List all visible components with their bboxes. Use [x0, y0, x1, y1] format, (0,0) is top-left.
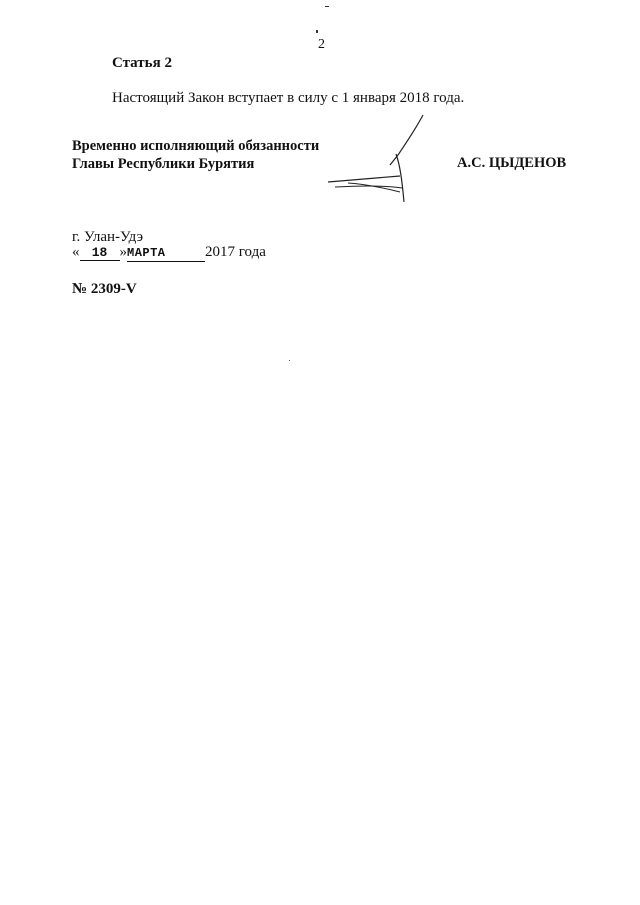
signatory-name: А.С. ЦЫДЕНОВ: [457, 155, 567, 171]
date-month: МАРТА: [127, 246, 205, 262]
scan-speck: [325, 6, 329, 7]
article-heading: Статья 2: [112, 55, 172, 71]
article-body: Настоящий Закон вступает в силу с 1 января 2018 года.: [112, 90, 465, 106]
date-year: 2017 года: [205, 244, 266, 260]
signatory-title: [72, 137, 319, 173]
page-number: 2: [318, 37, 325, 52]
handwritten-signature: [320, 110, 430, 205]
place-of-signing: г. Улан-Удэ: [72, 229, 144, 245]
signatory-title-line1: Временно исполняющий обязанности: [72, 138, 320, 154]
signatory-title-line2: Главы Республики Бурятия: [72, 156, 255, 172]
date-close-quote: »: [119, 244, 127, 260]
date-day: 18: [80, 245, 120, 261]
scan-speck: [289, 360, 290, 361]
date-open-quote: «: [72, 244, 80, 260]
signing-date: [72, 244, 266, 262]
scan-speck: [316, 30, 318, 33]
law-number: № 2309-V: [72, 281, 137, 297]
